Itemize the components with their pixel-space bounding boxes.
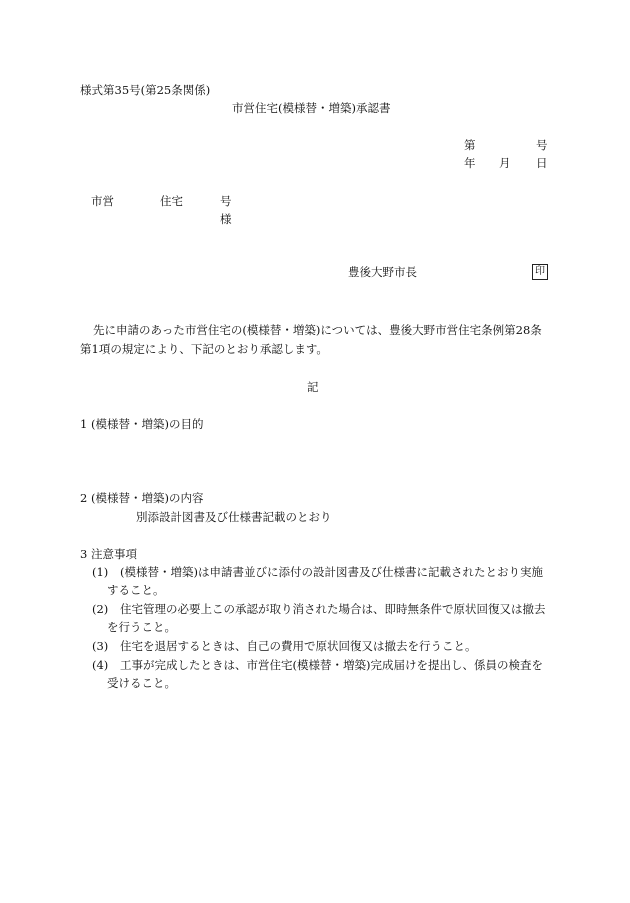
- addressee-sama: 様: [220, 212, 232, 226]
- section-2-title: 2 (模様替・増築)の内容: [80, 491, 204, 505]
- document-title: 市営住宅(模様替・増築)承認書: [232, 101, 391, 115]
- body-line-2: 第1項の規定により、下記のとおり承認します。: [80, 342, 328, 356]
- addressee-jutaku: 住宅: [160, 194, 183, 208]
- form-number: 様式第35号(第25条関係): [80, 83, 211, 97]
- addressee-shiei: 市営: [91, 194, 114, 208]
- note-2-line-1: 住宅管理の必要上この承認が取り消された場合は、即時無条件で原状回復又は撤去: [120, 602, 546, 616]
- note-4-line-2: 受けること。: [107, 676, 176, 690]
- section-1-title: 1 (模様替・増築)の目的: [80, 417, 204, 431]
- note-1-line-2: すること。: [107, 583, 165, 597]
- date-year: 年: [464, 156, 476, 170]
- ki-heading: 記: [307, 380, 319, 394]
- note-4-number: (4): [92, 658, 109, 672]
- note-1-number: (1): [92, 565, 109, 579]
- section-2-content: 別添設計図書及び仕様書記載のとおり: [136, 510, 332, 524]
- note-2-line-2: を行うこと。: [107, 620, 176, 634]
- doc-number-go: 号: [536, 138, 548, 152]
- body-line-1: 先に申請のあった市営住宅の(模様替・増築)については、豊後大野市営住宅条例第28条: [93, 323, 542, 337]
- note-4-line-1: 工事が完成したときは、市営住宅(模様替・増築)完成届けを提出し、係員の検査を: [120, 658, 543, 672]
- note-2-number: (2): [92, 602, 109, 616]
- date-month: 月: [499, 156, 511, 170]
- note-3-number: (3): [92, 639, 109, 653]
- addressee-go: 号: [220, 194, 232, 208]
- date-day: 日: [536, 156, 548, 170]
- issuer-name: 豊後大野市長: [348, 265, 417, 279]
- section-3-title: 3 注意事項: [80, 547, 137, 561]
- note-3-line-1: 住宅を退居するときは、自己の費用で原状回復又は撤去を行うこと。: [120, 639, 477, 653]
- note-1-line-1: (模様替・増築)は申請書並びに添付の設計図書及び仕様書に記載されたとおり実施: [120, 565, 543, 579]
- doc-number-dai: 第: [464, 138, 476, 152]
- seal-stamp: 印: [532, 264, 548, 280]
